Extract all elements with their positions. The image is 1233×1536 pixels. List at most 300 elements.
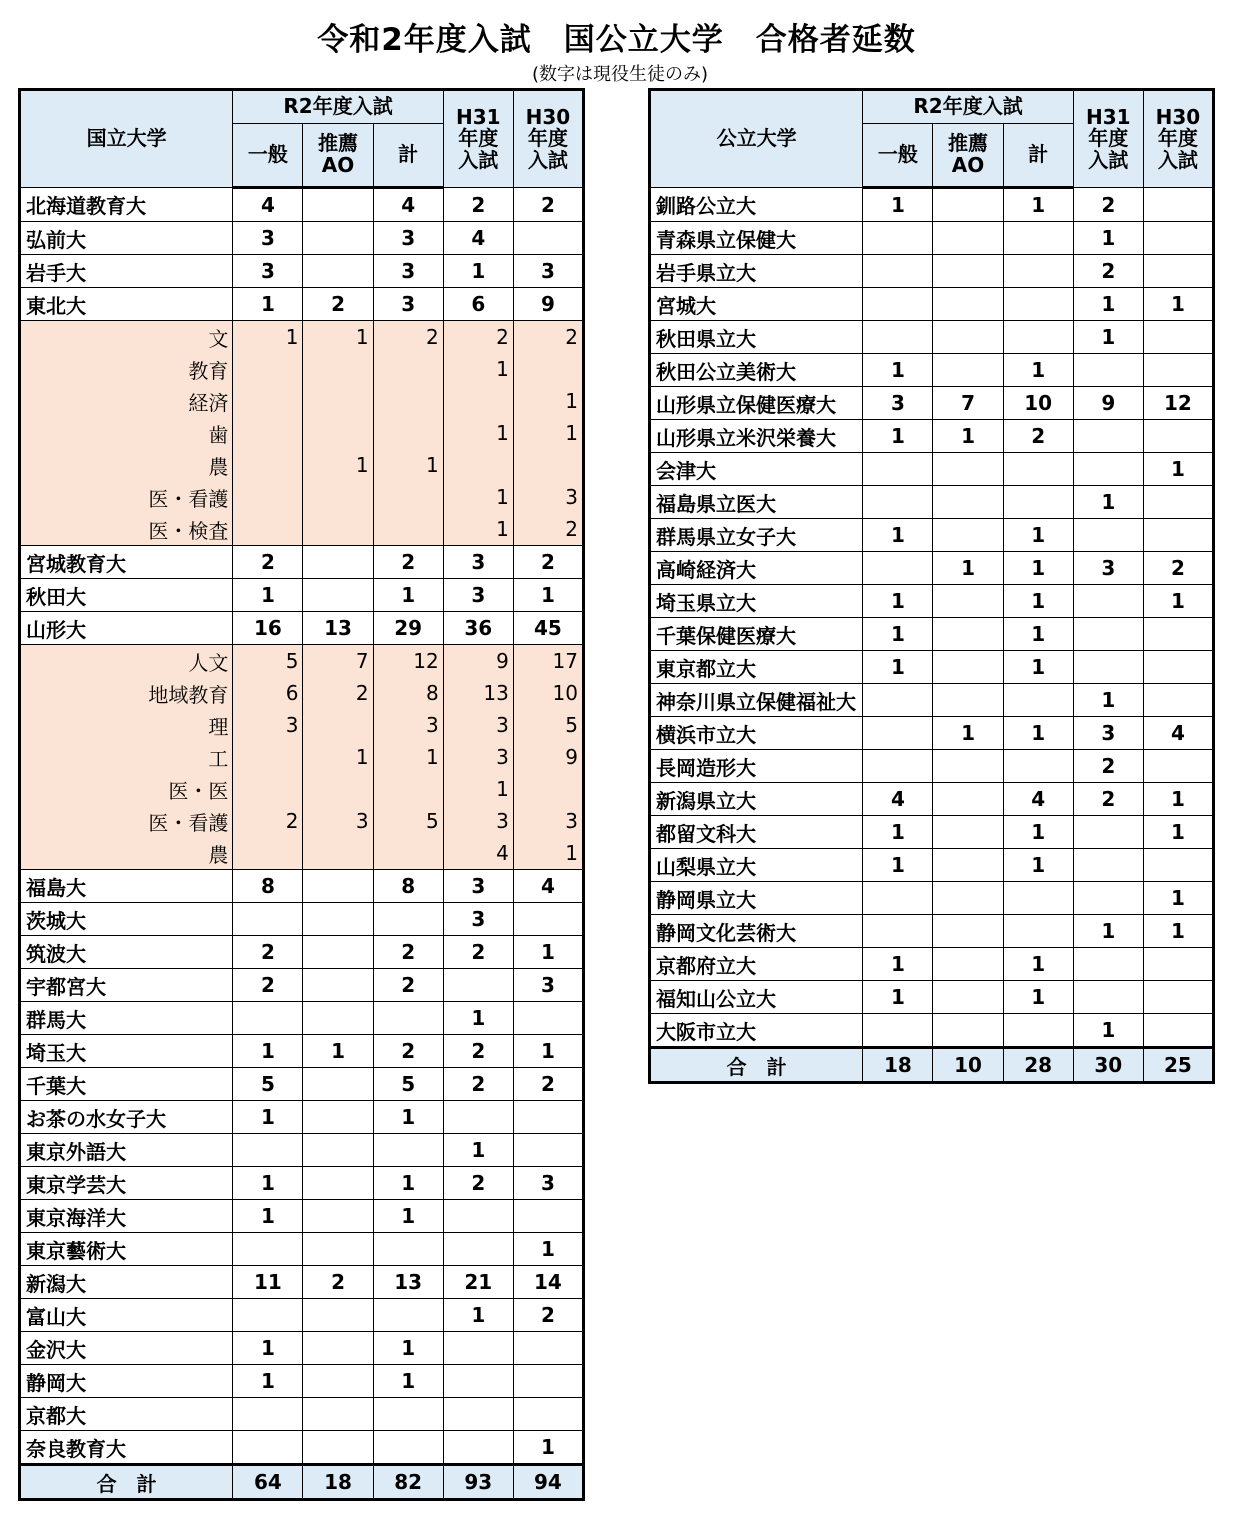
cell-total: 2 [1003, 420, 1073, 453]
cell-h30: 1 [513, 1035, 583, 1068]
total-label: 合 計 [20, 1465, 233, 1500]
table-row [650, 585, 1214, 618]
cell-general [233, 741, 303, 773]
cell-total: 2 [373, 546, 443, 579]
cell-h30 [513, 1134, 583, 1167]
cell-h30: 2 [513, 1068, 583, 1101]
cell-h30 [1143, 651, 1213, 684]
cell-recommend-ao [303, 903, 373, 936]
cell-recommend-ao [303, 1299, 373, 1332]
cell-general [863, 453, 933, 486]
public-university-table [648, 88, 1215, 1084]
cell-total: 1 [1003, 849, 1073, 882]
faculty-row [20, 805, 584, 837]
table-row [20, 579, 584, 612]
cell-h31 [1073, 948, 1143, 981]
table-row [20, 1068, 584, 1101]
cell-h30 [1143, 618, 1213, 651]
table-row [20, 1266, 584, 1299]
cell-general: 5 [233, 1068, 303, 1101]
cell-general [233, 353, 303, 385]
total-total: 28 [1003, 1048, 1073, 1083]
cell-total [373, 513, 443, 546]
cell-total [373, 481, 443, 513]
university-name: 富山大 [20, 1299, 233, 1332]
cell-recommend-ao [303, 1068, 373, 1101]
cell-recommend-ao [303, 969, 373, 1002]
cell-total: 29 [373, 612, 443, 645]
cell-general: 3 [863, 387, 933, 420]
cell-h30 [513, 222, 583, 255]
faculty-row [20, 417, 584, 449]
table-row [20, 870, 584, 903]
table-row [20, 1398, 584, 1431]
university-name: 茨城大 [20, 903, 233, 936]
cell-h30 [1143, 222, 1213, 255]
cell-total [1003, 255, 1073, 288]
cell-total [1003, 288, 1073, 321]
cell-total: 1 [1003, 618, 1073, 651]
university-name: 千葉大 [20, 1068, 233, 1101]
cell-h31: 1 [443, 417, 513, 449]
cell-h30: 2 [513, 513, 583, 546]
cell-recommend-ao [303, 1233, 373, 1266]
cell-h30: 2 [513, 1299, 583, 1332]
cell-h31: 1 [443, 1134, 513, 1167]
cell-total [1003, 882, 1073, 915]
university-name: 静岡文化芸術大 [650, 915, 863, 948]
cell-general: 1 [863, 981, 933, 1014]
total-general: 18 [863, 1048, 933, 1083]
cell-h31 [443, 1200, 513, 1233]
university-name: 山形県立米沢栄養大 [650, 420, 863, 453]
cell-h30: 3 [513, 1167, 583, 1200]
table-row [20, 1101, 584, 1134]
cell-recommend-ao [933, 1014, 1003, 1048]
cell-general: 11 [233, 1266, 303, 1299]
cell-general [863, 717, 933, 750]
university-name: 福島大 [20, 870, 233, 903]
header-university-name: 公立大学 [650, 90, 863, 188]
cell-total: 4 [1003, 783, 1073, 816]
cell-h30 [513, 1002, 583, 1035]
university-name: 埼玉大 [20, 1035, 233, 1068]
table-row [650, 1014, 1214, 1048]
cell-general [233, 837, 303, 870]
cell-recommend-ao: 1 [933, 420, 1003, 453]
cell-recommend-ao [933, 486, 1003, 519]
cell-general: 1 [233, 1365, 303, 1398]
page-subtitle: (数字は現役生徒のみ) [531, 64, 709, 85]
public-table-body [650, 188, 1214, 1083]
cell-general: 1 [863, 519, 933, 552]
cell-recommend-ao: 7 [303, 645, 373, 678]
cell-h31: 2 [443, 1068, 513, 1101]
cell-h31 [443, 1398, 513, 1431]
cell-h31: 1 [1073, 321, 1143, 354]
cell-h30: 1 [513, 1431, 583, 1465]
cell-h30: 9 [513, 288, 583, 321]
cell-general: 6 [233, 677, 303, 709]
cell-recommend-ao [303, 255, 373, 288]
cell-h30 [1143, 255, 1213, 288]
table-row [20, 1431, 584, 1465]
cell-recommend-ao [303, 936, 373, 969]
cell-recommend-ao [303, 1200, 373, 1233]
cell-recommend-ao [303, 1431, 373, 1465]
cell-recommend-ao [933, 453, 1003, 486]
cell-h31: 1 [1073, 915, 1143, 948]
cell-total: 8 [373, 677, 443, 709]
cell-total: 3 [373, 288, 443, 321]
cell-general [233, 481, 303, 513]
cell-h31 [1073, 354, 1143, 387]
cell-h31 [1073, 981, 1143, 1014]
faculty-name: 医・医 [20, 773, 233, 805]
cell-total [1003, 453, 1073, 486]
university-name: 東北大 [20, 288, 233, 321]
university-name: 福島県立医大 [650, 486, 863, 519]
cell-h31 [443, 1332, 513, 1365]
cell-total [373, 1134, 443, 1167]
university-name: 山梨県立大 [650, 849, 863, 882]
faculty-row [20, 773, 584, 805]
cell-h31: 3 [443, 546, 513, 579]
faculty-row [20, 677, 584, 709]
cell-recommend-ao: 7 [933, 387, 1003, 420]
cell-h31 [443, 385, 513, 417]
total-row [20, 1465, 584, 1500]
cell-general: 1 [233, 1167, 303, 1200]
cell-general: 2 [233, 936, 303, 969]
header-h30: H30 年度 入試 [513, 90, 583, 188]
cell-h30 [513, 903, 583, 936]
cell-general [233, 449, 303, 481]
cell-recommend-ao [303, 1167, 373, 1200]
cell-recommend-ao [303, 222, 373, 255]
faculty-row [20, 321, 584, 354]
cell-h31: 1 [1073, 222, 1143, 255]
header-total: 計 [1003, 124, 1073, 188]
cell-h31: 3 [1073, 552, 1143, 585]
table-row [650, 717, 1214, 750]
header-h30: H30 年度 入試 [1143, 90, 1213, 188]
cell-recommend-ao [933, 882, 1003, 915]
university-name: 北海道教育大 [20, 188, 233, 222]
university-name: 埼玉県立大 [650, 585, 863, 618]
cell-h30 [1143, 321, 1213, 354]
total-total: 82 [373, 1465, 443, 1500]
cell-recommend-ao [303, 513, 373, 546]
table-row [650, 255, 1214, 288]
table-row [650, 321, 1214, 354]
cell-total: 1 [373, 579, 443, 612]
table-row [650, 618, 1214, 651]
table-row [650, 387, 1214, 420]
cell-total [1003, 222, 1073, 255]
university-name: 東京学芸大 [20, 1167, 233, 1200]
cell-total: 3 [373, 709, 443, 741]
table-row [20, 1200, 584, 1233]
table-row [650, 188, 1214, 222]
cell-general [863, 1014, 933, 1048]
cell-recommend-ao [933, 948, 1003, 981]
cell-total [1003, 486, 1073, 519]
cell-general [863, 750, 933, 783]
cell-h31: 2 [443, 1167, 513, 1200]
cell-h31: 3 [443, 709, 513, 741]
cell-recommend-ao [933, 849, 1003, 882]
faculty-row [20, 449, 584, 481]
cell-general [233, 1002, 303, 1035]
cell-total: 1 [1003, 651, 1073, 684]
table-row [20, 903, 584, 936]
cell-h30 [513, 1101, 583, 1134]
national-table-body [20, 188, 584, 1500]
cell-h30: 1 [1143, 915, 1213, 948]
cell-total: 1 [1003, 188, 1073, 222]
cell-total [373, 903, 443, 936]
university-name: 都留文科大 [650, 816, 863, 849]
university-name: 弘前大 [20, 222, 233, 255]
university-name: 京都大 [20, 1398, 233, 1431]
cell-recommend-ao [303, 353, 373, 385]
cell-total: 1 [373, 1167, 443, 1200]
cell-h31: 3 [443, 741, 513, 773]
header-r2-group: R2年度入試 [233, 90, 443, 124]
cell-h30: 1 [1143, 882, 1213, 915]
total-label: 合 計 [650, 1048, 863, 1083]
total-recommend-ao: 10 [933, 1048, 1003, 1083]
cell-h31: 2 [1073, 188, 1143, 222]
cell-h31: 3 [443, 805, 513, 837]
cell-total: 1 [1003, 816, 1073, 849]
national-university-table [18, 88, 585, 1501]
university-name: 宮城教育大 [20, 546, 233, 579]
cell-h31: 2 [443, 321, 513, 354]
university-name: 秋田県立大 [650, 321, 863, 354]
cell-h30: 2 [513, 546, 583, 579]
cell-total [1003, 1014, 1073, 1048]
cell-h31: 3 [1073, 717, 1143, 750]
cell-h31: 9 [443, 645, 513, 678]
cell-recommend-ao [933, 618, 1003, 651]
cell-general [233, 1299, 303, 1332]
cell-h31 [443, 969, 513, 1002]
cell-general: 2 [233, 969, 303, 1002]
university-name: 新潟県立大 [650, 783, 863, 816]
cell-general [233, 1233, 303, 1266]
cell-general: 1 [863, 849, 933, 882]
cell-h30: 10 [513, 677, 583, 709]
cell-recommend-ao [933, 255, 1003, 288]
cell-recommend-ao [303, 417, 373, 449]
table-row [650, 948, 1214, 981]
cell-total: 1 [1003, 948, 1073, 981]
cell-h30 [513, 1332, 583, 1365]
faculty-name: 農 [20, 837, 233, 870]
cell-total: 1 [373, 1200, 443, 1233]
university-name: 宇都宮大 [20, 969, 233, 1002]
table-row [650, 783, 1214, 816]
cell-recommend-ao [303, 773, 373, 805]
cell-total: 1 [373, 1101, 443, 1134]
cell-h30: 45 [513, 612, 583, 645]
table-row [650, 750, 1214, 783]
cell-general: 1 [233, 321, 303, 354]
cell-h31: 4 [443, 222, 513, 255]
cell-general [863, 486, 933, 519]
cell-total: 1 [1003, 717, 1073, 750]
cell-total [373, 353, 443, 385]
cell-general: 8 [233, 870, 303, 903]
cell-h30: 3 [513, 255, 583, 288]
cell-general [863, 915, 933, 948]
cell-h30: 14 [513, 1266, 583, 1299]
faculty-name: 歯 [20, 417, 233, 449]
cell-general: 2 [233, 805, 303, 837]
cell-total [1003, 750, 1073, 783]
cell-recommend-ao [933, 321, 1003, 354]
cell-general: 1 [863, 188, 933, 222]
table-row [650, 684, 1214, 717]
cell-h30: 3 [513, 481, 583, 513]
table-row [20, 1035, 584, 1068]
cell-general: 3 [233, 709, 303, 741]
cell-recommend-ao: 1 [303, 741, 373, 773]
cell-recommend-ao [933, 188, 1003, 222]
cell-general: 2 [233, 546, 303, 579]
cell-h31: 1 [1073, 486, 1143, 519]
cell-h30: 17 [513, 645, 583, 678]
table-row [650, 915, 1214, 948]
cell-recommend-ao: 13 [303, 612, 373, 645]
cell-h30: 3 [513, 805, 583, 837]
table-row [20, 288, 584, 321]
cell-h30: 1 [1143, 783, 1213, 816]
cell-recommend-ao: 3 [303, 805, 373, 837]
cell-h30: 2 [513, 321, 583, 354]
cell-recommend-ao [303, 385, 373, 417]
cell-total: 1 [373, 1365, 443, 1398]
cell-h30 [1143, 849, 1213, 882]
cell-h30 [1143, 684, 1213, 717]
cell-general [863, 255, 933, 288]
cell-h31: 1 [1073, 1014, 1143, 1048]
total-recommend-ao: 18 [303, 1465, 373, 1500]
cell-h31: 3 [443, 579, 513, 612]
cell-total: 3 [373, 255, 443, 288]
total-h31: 30 [1073, 1048, 1143, 1083]
cell-h31: 2 [1073, 750, 1143, 783]
university-name: お茶の水女子大 [20, 1101, 233, 1134]
table-row [650, 288, 1214, 321]
cell-h31: 1 [443, 773, 513, 805]
cell-h30 [513, 1365, 583, 1398]
cell-h30: 2 [513, 188, 583, 222]
faculty-row [20, 353, 584, 385]
cell-general [233, 1134, 303, 1167]
cell-total: 2 [373, 321, 443, 354]
cell-recommend-ao: 2 [303, 288, 373, 321]
cell-recommend-ao [933, 750, 1003, 783]
university-name: 東京藝術大 [20, 1233, 233, 1266]
cell-recommend-ao: 2 [303, 1266, 373, 1299]
university-name: 岩手大 [20, 255, 233, 288]
cell-general: 16 [233, 612, 303, 645]
cell-h31 [1073, 816, 1143, 849]
cell-total [373, 1431, 443, 1465]
cell-total [373, 417, 443, 449]
cell-recommend-ao [303, 481, 373, 513]
cell-h30 [1143, 750, 1213, 783]
cell-h31: 1 [443, 513, 513, 546]
cell-h31 [1073, 618, 1143, 651]
cell-general: 1 [863, 816, 933, 849]
university-name: 奈良教育大 [20, 1431, 233, 1465]
cell-h31 [1073, 849, 1143, 882]
cell-h31: 9 [1073, 387, 1143, 420]
cell-h30: 4 [513, 870, 583, 903]
cell-h31 [1073, 585, 1143, 618]
university-name: 新潟大 [20, 1266, 233, 1299]
university-name: 大阪市立大 [650, 1014, 863, 1048]
cell-recommend-ao [303, 709, 373, 741]
faculty-name: 経済 [20, 385, 233, 417]
faculty-row [20, 709, 584, 741]
cell-h30 [1143, 519, 1213, 552]
cell-general: 1 [233, 1200, 303, 1233]
cell-h31: 1 [1073, 288, 1143, 321]
table-row [650, 222, 1214, 255]
header-recommend-ao: 推薦 AO [303, 124, 373, 188]
cell-recommend-ao [303, 837, 373, 870]
cell-h31 [443, 449, 513, 481]
cell-recommend-ao: 1 [933, 717, 1003, 750]
university-name: 秋田公立美術大 [650, 354, 863, 387]
table-row [650, 486, 1214, 519]
cell-h31: 2 [443, 188, 513, 222]
cell-recommend-ao [303, 579, 373, 612]
cell-recommend-ao: 1 [303, 1035, 373, 1068]
table-row [20, 1134, 584, 1167]
cell-h31: 1 [443, 1002, 513, 1035]
cell-total: 1 [373, 1332, 443, 1365]
cell-h31 [443, 1431, 513, 1465]
cell-h30 [513, 353, 583, 385]
cell-total [373, 385, 443, 417]
cell-general [863, 684, 933, 717]
faculty-name: 医・看護 [20, 481, 233, 513]
table-row [20, 222, 584, 255]
table-row [20, 1233, 584, 1266]
header-h31: H31 年度 入試 [1073, 90, 1143, 188]
table-row [20, 612, 584, 645]
cell-h31: 6 [443, 288, 513, 321]
cell-total: 3 [373, 222, 443, 255]
cell-h30: 1 [1143, 453, 1213, 486]
table-row [650, 552, 1214, 585]
cell-total [373, 773, 443, 805]
cell-total: 1 [373, 449, 443, 481]
university-name: 高崎経済大 [650, 552, 863, 585]
cell-total: 2 [373, 1035, 443, 1068]
cell-h31 [443, 1233, 513, 1266]
cell-general [233, 1398, 303, 1431]
university-name: 会津大 [650, 453, 863, 486]
cell-h31 [1073, 651, 1143, 684]
cell-total: 5 [373, 1068, 443, 1101]
